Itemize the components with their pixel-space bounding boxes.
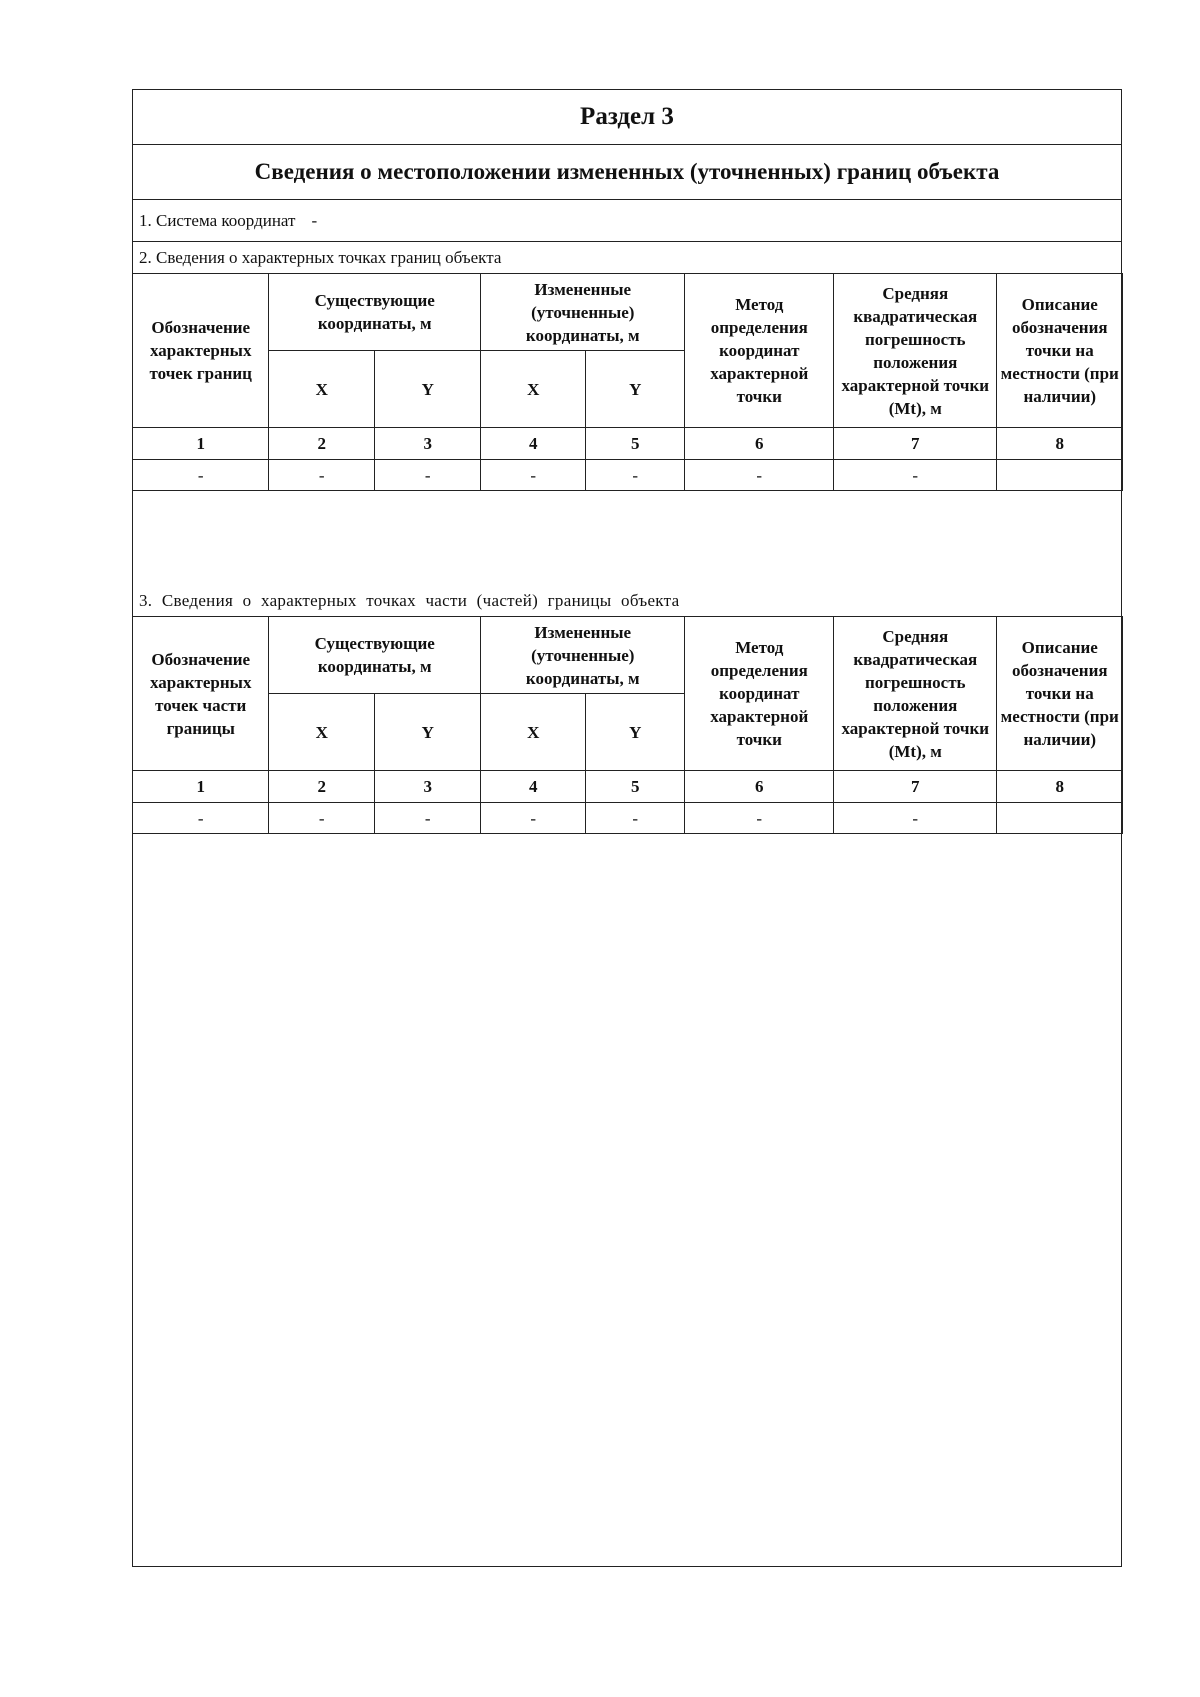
header-designation: Обозначение характерных точек части границы [133, 617, 269, 771]
table-cell: - [133, 460, 269, 491]
table-cell: - [481, 803, 586, 834]
table-cell: - [269, 803, 375, 834]
column-number: 3 [375, 428, 481, 460]
header-error: Средняя квадратическая погрешность положения характерной точки (Mt), м [834, 617, 997, 771]
table-cell: - [481, 460, 586, 491]
header-changed-coordinates: Измененные (уточненные) координаты, м [481, 617, 685, 694]
coordinate-system-label: 1. Система координат [139, 210, 296, 230]
header-y-changed: Y [586, 694, 685, 771]
header-method: Метод определения координат характерной точки [685, 617, 834, 771]
header-error: Средняя квадратическая погрешность положения характерной точки (Mt), м [834, 274, 997, 428]
table-cell: - [269, 460, 375, 491]
header-description: Описание обозначения точки на местности (при наличии) [997, 617, 1123, 771]
column-number: 5 [586, 771, 685, 803]
section-title-text: Раздел 3 [580, 103, 674, 130]
column-number: 6 [685, 771, 834, 803]
header-x-existing: X [269, 694, 375, 771]
table2-caption-row [133, 585, 1121, 616]
table-cell: - [375, 803, 481, 834]
table-cell [997, 460, 1123, 491]
column-number: 8 [997, 428, 1123, 460]
column-number: 3 [375, 771, 481, 803]
table-cell: - [586, 460, 685, 491]
column-numbers-row [133, 428, 1123, 460]
section-title [133, 90, 1121, 145]
table1-caption-row [133, 242, 1121, 273]
table-cell: - [133, 803, 269, 834]
header-method: Метод определения координат характерной точки [685, 274, 834, 428]
column-number: 4 [481, 428, 586, 460]
column-number: 1 [133, 771, 269, 803]
coordinate-system-row [133, 200, 1121, 242]
table-cell: - [586, 803, 685, 834]
header-y-existing: Y [375, 694, 481, 771]
header-description: Описание обозначения точки на местности (при наличии) [997, 274, 1123, 428]
column-number: 1 [133, 428, 269, 460]
column-numbers-row [133, 771, 1123, 803]
table-cell: - [685, 803, 834, 834]
document-frame [132, 89, 1122, 1567]
column-number: 4 [481, 771, 586, 803]
document-title [133, 145, 1121, 200]
table-cell: - [375, 460, 481, 491]
header-changed-coordinates: Измененные (уточненные) координаты, м [481, 274, 685, 351]
column-number: 2 [269, 771, 375, 803]
table2-caption: 3. Сведения о характерных точках части (частей) границы объекта [139, 590, 680, 610]
table-row [133, 803, 1123, 834]
table-part-boundary-points [132, 616, 1123, 834]
table-boundary-points [132, 273, 1123, 491]
document-title-text: Сведения о местоположении измененных (уточненных) границ объекта [254, 159, 1000, 184]
table-row [133, 460, 1123, 491]
table1-caption: 2. Сведения о характерных точках границ объекта [139, 247, 502, 267]
table-cell: - [685, 460, 834, 491]
table-cell: - [834, 460, 997, 491]
column-number: 5 [586, 428, 685, 460]
table-cell: - [834, 803, 997, 834]
column-number: 7 [834, 428, 997, 460]
column-number: 7 [834, 771, 997, 803]
header-y-changed: Y [586, 351, 685, 428]
header-x-changed: X [481, 694, 586, 771]
header-existing-coordinates: Существующие координаты, м [269, 274, 481, 351]
table-cell [997, 803, 1123, 834]
header-designation: Обозначение характерных точек границ [133, 274, 269, 428]
header-x-changed: X [481, 351, 586, 428]
header-x-existing: X [269, 351, 375, 428]
column-number: 6 [685, 428, 834, 460]
header-existing-coordinates: Существующие координаты, м [269, 617, 481, 694]
header-y-existing: Y [375, 351, 481, 428]
column-number: 2 [269, 428, 375, 460]
column-number: 8 [997, 771, 1123, 803]
coordinate-system-value: - [311, 210, 318, 230]
